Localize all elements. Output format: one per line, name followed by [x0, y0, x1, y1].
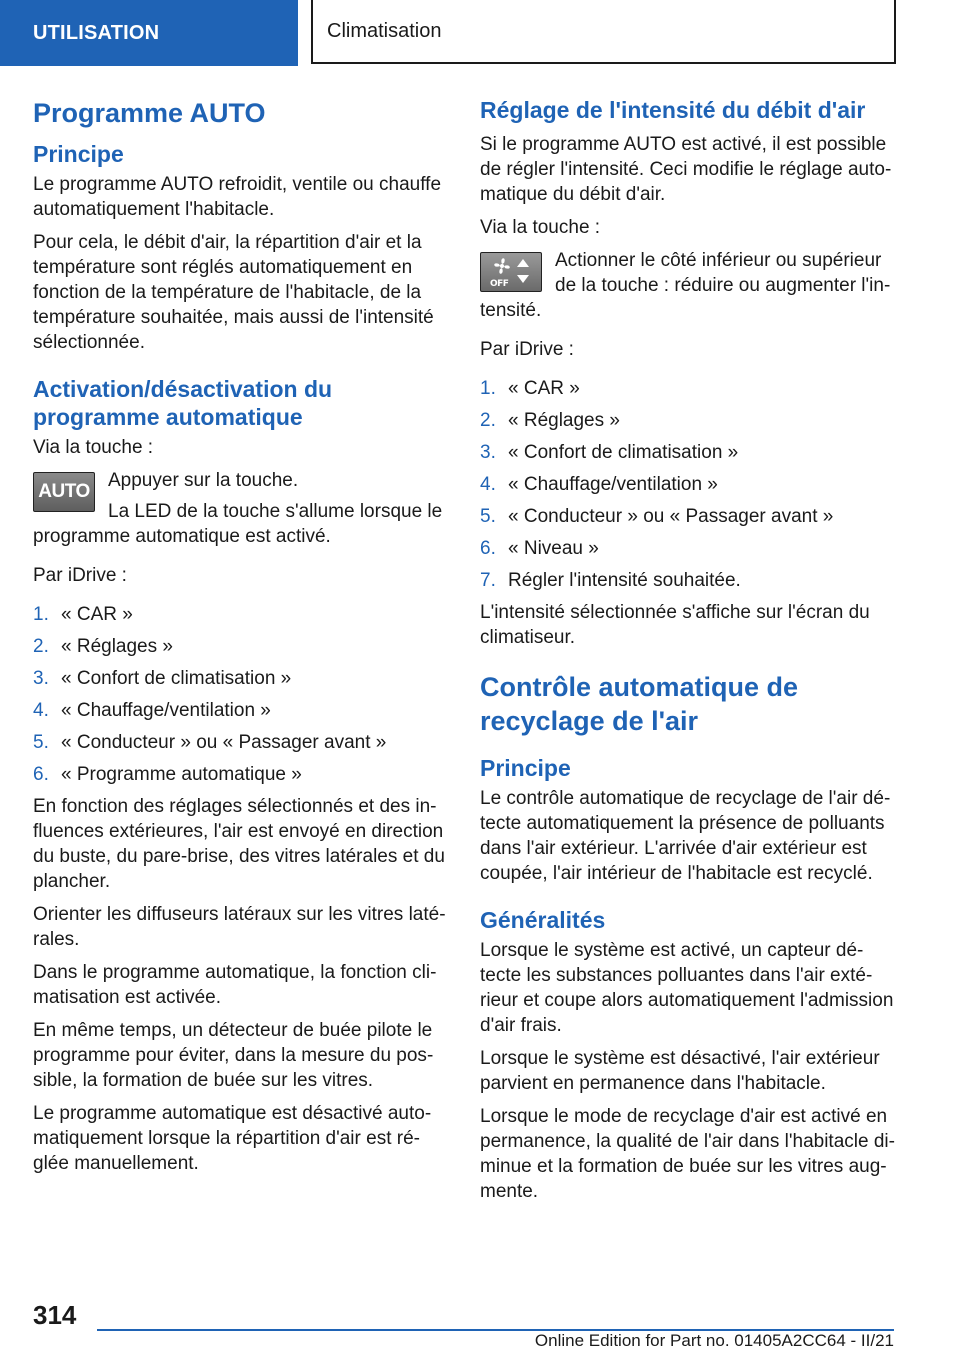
paragraph: Lorsque le mode de recyclage d'air est activé en permanence, la qualité de l'air dans l'habitacle diminue et la formation de buée sur les vitres augmente.	[480, 1106, 895, 1202]
paragraph: Le programme AUTO refroidit, ventile ou chauffe automatiquement l'habitacle.	[33, 174, 442, 220]
heading-principe: Principe	[480, 755, 571, 781]
list-item-number: 2.	[33, 636, 49, 657]
list-item-text: « Niveau »	[508, 538, 599, 559]
list-item-text: « Chauffage/ventilation »	[61, 700, 271, 721]
paragraph: La LED de la touche s'allume lorsque le programme automatique est activé.	[33, 501, 443, 547]
list-item	[480, 568, 896, 593]
paragraph: En fonction des réglages sélectionnés et des influences extérieures, l'air est envoyé en direction du buste, du pare-brise, des vitres latérales et du plancher.	[33, 796, 445, 892]
list-item-number: 1.	[33, 604, 49, 625]
list-item-text: « Chauffage/ventilation »	[508, 474, 718, 495]
idrive-steps-list	[480, 376, 896, 593]
list-item	[33, 698, 449, 723]
list-item	[480, 408, 896, 433]
idrive-steps-list	[33, 602, 449, 787]
list-item-text: « Réglages »	[61, 636, 173, 657]
paragraph: L'intensité sélectionnée s'affiche sur l'écran du climatiseur.	[480, 602, 870, 648]
list-item-text: « Conducteur » ou « Passager avant »	[61, 732, 387, 753]
list-item-number: 4.	[480, 474, 496, 495]
list-item	[33, 762, 449, 787]
auto-button-icon	[33, 472, 95, 512]
list-item-number: 1.	[480, 378, 496, 399]
list-item	[33, 634, 449, 659]
list-item-text: « Confort de climatisation »	[508, 442, 739, 463]
paragraph: Appuyer sur la touche.	[108, 470, 299, 491]
list-item	[33, 730, 449, 755]
paragraph: Le contrôle automatique de recyclage de l'air détecte automatiquement la présence de polluants dans l'air extérieur. L'arrivée d'air extérieur est coupée, l'air intérieur de l'habitacle est recyclé.	[480, 788, 891, 884]
footer-edition: Online Edition for Part no. 01405A2CC64 - II/21	[534, 1331, 894, 1350]
heading-debit-air: Réglage de l'intensité du débit d'air	[480, 97, 866, 123]
heading-recyclage-air: Contrôle automatique de recyclage de l'air	[480, 672, 799, 736]
paragraph: Lorsque le système est désactivé, l'air extérieur parvient en permanence dans l'habitacle.	[480, 1048, 880, 1094]
heading-activation: Activation/désactivation du programme automatique	[33, 376, 333, 430]
list-item-number: 5.	[480, 506, 496, 527]
list-item-number: 3.	[33, 668, 49, 689]
paragraph: En même temps, un détecteur de buée pilote le programme pour éviter, dans la mesure du possible, la formation de buée sur les vitres.	[33, 1020, 434, 1091]
header-topic-label: Climatisation	[327, 19, 442, 42]
fan-button-icon	[480, 252, 542, 292]
list-item-text: « Programme automatique »	[61, 764, 302, 785]
list-item-text: « Réglages »	[508, 410, 620, 431]
paragraph: Via la touche :	[480, 217, 601, 238]
list-item	[480, 536, 896, 561]
auto-button-icon-label: AUTO	[38, 481, 90, 502]
right-column	[480, 96, 896, 1212]
heading-programme-auto: Programme AUTO	[33, 98, 266, 128]
paragraph: Par iDrive :	[33, 565, 127, 586]
header-section-tab	[0, 0, 298, 66]
paragraph: Pour cela, le débit d'air, la répartition d'air et la température sont réglés automatiquement en fonction de la température de l'habitacle, de la température souhaitée, mais aussi de l'intensité sélectionnée.	[33, 232, 434, 353]
fan-icon-off-label: OFF	[490, 279, 509, 289]
list-item	[33, 602, 449, 627]
list-item	[33, 666, 449, 691]
list-item	[480, 376, 896, 401]
paragraph: Orienter les diffuseurs latéraux sur les vitres latérales.	[33, 904, 446, 950]
paragraph: Si le programme AUTO est activé, il est possible de régler l'intensité. Ceci modifie le réglage automatique du débit d'air.	[480, 134, 892, 205]
fan-icon	[481, 253, 541, 291]
list-item-text: « CAR »	[508, 378, 580, 399]
paragraph: Dans le programme automatique, la fonction climatisation est activée.	[33, 962, 437, 1008]
list-item-number: 5.	[33, 732, 49, 753]
left-column	[33, 96, 449, 1184]
list-item-number: 7.	[480, 570, 496, 591]
list-item	[480, 440, 896, 465]
page-number: 314	[33, 1300, 77, 1330]
list-item-text: « CAR »	[61, 604, 133, 625]
list-item-number: 6.	[33, 764, 49, 785]
list-item-number: 3.	[480, 442, 496, 463]
header-topic-tab	[311, 0, 896, 64]
list-item-number: 6.	[480, 538, 496, 559]
list-item	[480, 472, 896, 497]
list-item-text: « Conducteur » ou « Passager avant »	[508, 506, 834, 527]
list-item-number: 2.	[480, 410, 496, 431]
paragraph: Lorsque le système est activé, un capteur détecte les substances polluantes dans l'air extérieur et coupe alors automatiquement l'admission d'air frais.	[480, 940, 894, 1036]
heading-principe: Principe	[33, 141, 124, 167]
paragraph: Par iDrive :	[480, 339, 574, 360]
auto-button-instruction	[33, 468, 449, 549]
paragraph: Actionner le côté inférieur ou supérieur de la touche : réduire ou augmenter l'intensité.	[480, 250, 891, 321]
heading-generalites: Généralités	[480, 907, 606, 933]
list-item-text: « Confort de climatisation »	[61, 668, 292, 689]
list-item-number: 4.	[33, 700, 49, 721]
list-item-text: Régler l'intensité souhaitée.	[508, 570, 741, 591]
list-item	[480, 504, 896, 529]
paragraph: Le programme automatique est désactivé automatiquement lorsque la répartition d'air est réglée manuellement.	[33, 1103, 432, 1174]
header-section-label: UTILISATION	[33, 21, 160, 44]
fan-button-instruction	[480, 248, 896, 323]
paragraph: Via la touche :	[33, 437, 154, 458]
